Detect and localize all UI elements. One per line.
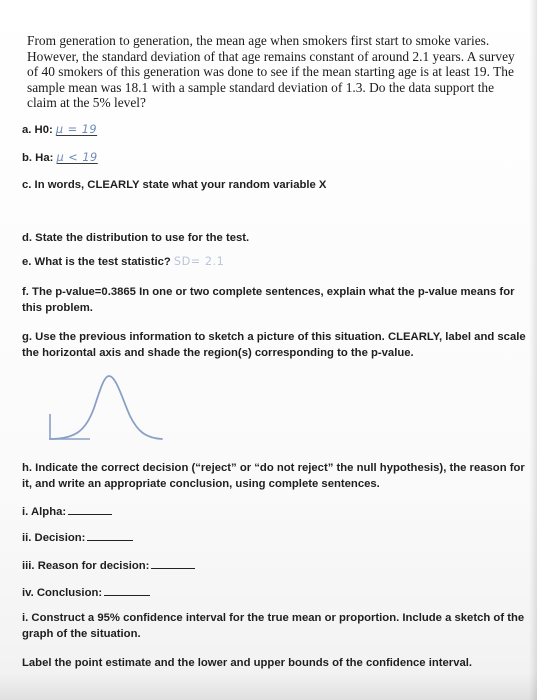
conclusion-label: iv. Conclusion: [22,587,103,599]
decision-label: ii. Decision: [22,532,86,544]
question-h: h. Indicate the correct decision (“reject” or “do not reject” the null hypothesis), the reason for it, and write an appropriate conclusion, using complete sentences. [22,462,525,490]
question-h-ii [22,530,527,547]
conclusion-blank[interactable] [104,585,150,596]
reason-blank[interactable] [151,558,195,569]
question-b-label: b. Ha: [22,152,54,164]
question-b-answer: μ < 19 [56,151,98,164]
question-e [22,254,527,271]
bell-curve-line [50,376,162,439]
question-h-i [22,504,527,521]
question-b [22,150,527,167]
problem-statement: From generation to generation, the mean age when smokers first start to smoke varies. However, the standard deviation of that age remains constant of around 2.1 years. A survey of 40 smokers of this generation was done to see if the mean starting age is at least 19. The sample mean was 18.1 with a sample standard deviation of 1.3. Do the data support the claim at the 5% level? [27,33,515,111]
question-f: f. The p-value=0.3865 In one or two complete sentences, explain what the p-value means for this problem. [22,286,515,314]
question-a [22,122,527,139]
question-g: g. Use the previous information to sketch a picture of this situation. CLEARLY, label and scale the horizontal axis and shade the region(s) corresponding to the p-value. [22,331,526,359]
question-a-answer: μ = 19 [55,123,98,136]
question-c: c. In words, CLEARLY state what your random variable X [22,179,327,191]
page-edge-shadow [529,0,537,700]
decision-blank[interactable] [87,530,133,541]
question-i: i. Construct a 95% confidence interval for the true mean or proportion. Include a sketch of the graph of the situation. [22,612,525,640]
bell-curve-sketch [46,368,166,444]
alpha-blank[interactable] [68,504,112,515]
question-e-answer: SD= 2.1 [173,255,225,268]
question-a-label: a. H0: [22,124,53,136]
label-instruction: Label the point estimate and the lower and upper bounds of the confidence interval. [22,657,473,669]
question-h-iii [22,558,527,575]
page-bottom-shadow [0,672,537,700]
question-d: d. State the distribution to use for the test. [22,232,250,244]
question-e-label: e. What is the test statistic? [22,256,171,268]
alpha-label: i. Alpha: [22,506,67,518]
question-h-iv [22,585,527,602]
reason-label: iii. Reason for decision: [22,560,150,572]
